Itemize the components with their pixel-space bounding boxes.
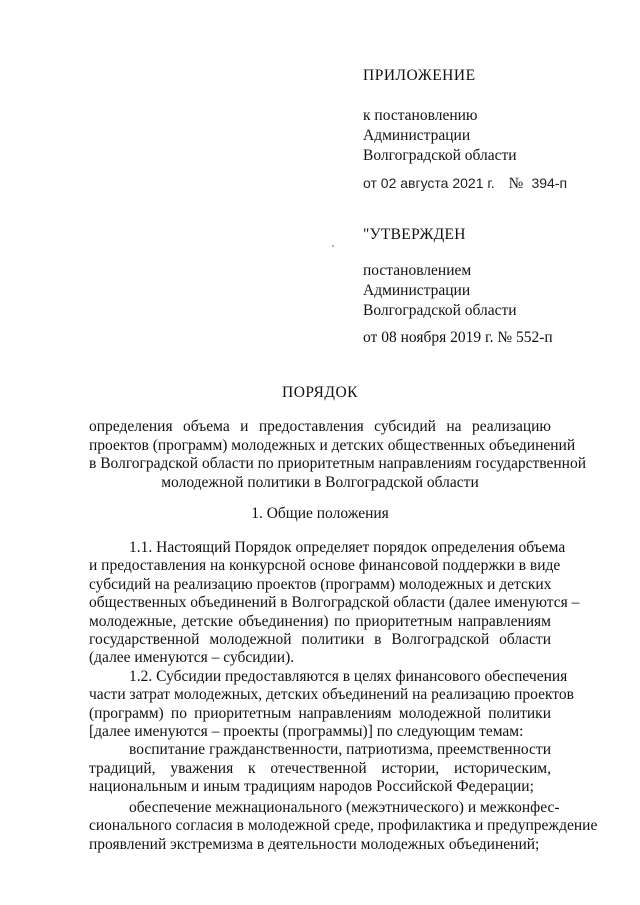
approval-line: постановлением	[363, 262, 472, 279]
body-line: общественных объединений в Волгоградской области (далее именуются –	[89, 594, 580, 612]
body-line: (программ) по приоритетным направлениям молодежной политики	[89, 704, 551, 722]
appendix-number: 394-п	[531, 175, 568, 191]
approval-date-line: от 08 ноября 2019 г. № 552-п	[363, 329, 553, 346]
approval-reference	[363, 261, 613, 321]
body-line: и предоставления на конкурсной основе финансовой поддержки в виде	[89, 557, 561, 575]
document-subtitle	[89, 418, 587, 492]
appendix-line: Администрации	[363, 127, 471, 144]
body-line: традиций, уважения к отечественной истории, историческим,	[89, 759, 551, 777]
subtitle-line: проектов (программ) молодежных и детских общественных объединений	[89, 436, 576, 454]
subtitle-line: в Волгоградской области по приоритетным направлениям государственной	[89, 455, 587, 472]
document-body	[89, 539, 598, 854]
body-line: сионального согласия в молодежной среде, профилактика и предупреждение	[89, 817, 598, 835]
body-line: субсидий на реализацию проектов (программ) молодежных и детских	[89, 575, 552, 593]
body-line: [далее именуются – проекты (программы)] по следующим темам:	[89, 723, 524, 741]
document-title: ПОРЯДОК	[282, 384, 358, 401]
appendix-reference	[363, 106, 613, 166]
body-line: молодежные, детские объединения) по приоритетным направлениям	[89, 612, 551, 630]
appendix-number-label: №	[508, 175, 524, 192]
body-line: воспитание гражданственности, патриотизма, преемственности	[129, 741, 551, 759]
body-line: 1.1. Настоящий Порядок определяет порядок определения объема	[129, 539, 566, 556]
scan-speck	[332, 245, 334, 247]
body-line: национальным и иным традициям народов Российской Федерации;	[89, 778, 534, 796]
body-line: части затрат молодежных, детских объединений на реализацию проектов	[89, 686, 574, 704]
approval-line: Волгоградской области	[363, 302, 517, 319]
body-line: (далее именуются – субсидии).	[89, 649, 295, 667]
approval-line: Администрации	[363, 282, 471, 299]
appendix-line: Волгоградской области	[363, 147, 517, 164]
appendix-date-line	[363, 173, 613, 194]
appendix-date: от 02 августа 2021 г.	[363, 175, 495, 191]
body-line: государственной молодежной политики в Волгоградской области	[89, 631, 551, 649]
section-title: 1. Общие положения	[251, 505, 389, 522]
appendix-line: к постановлению	[363, 107, 478, 124]
body-line: 1.2. Субсидии предоставляются в целях финансового обеспечения	[129, 667, 568, 685]
body-line: обеспечение межнационального (межэтнического) и межконфес-	[129, 798, 560, 816]
body-line: проявлений экстремизма в деятельности молодежных объединений;	[89, 835, 540, 853]
appendix-title: ПРИЛОЖЕНИЕ	[363, 67, 476, 84]
approval-title: "УТВЕРЖДЕН	[363, 226, 466, 243]
subtitle-line: определения объема и предоставления субсидий на реализацию	[89, 418, 551, 435]
subtitle-line: молодежной политики в Волгоградской области	[161, 473, 479, 491]
